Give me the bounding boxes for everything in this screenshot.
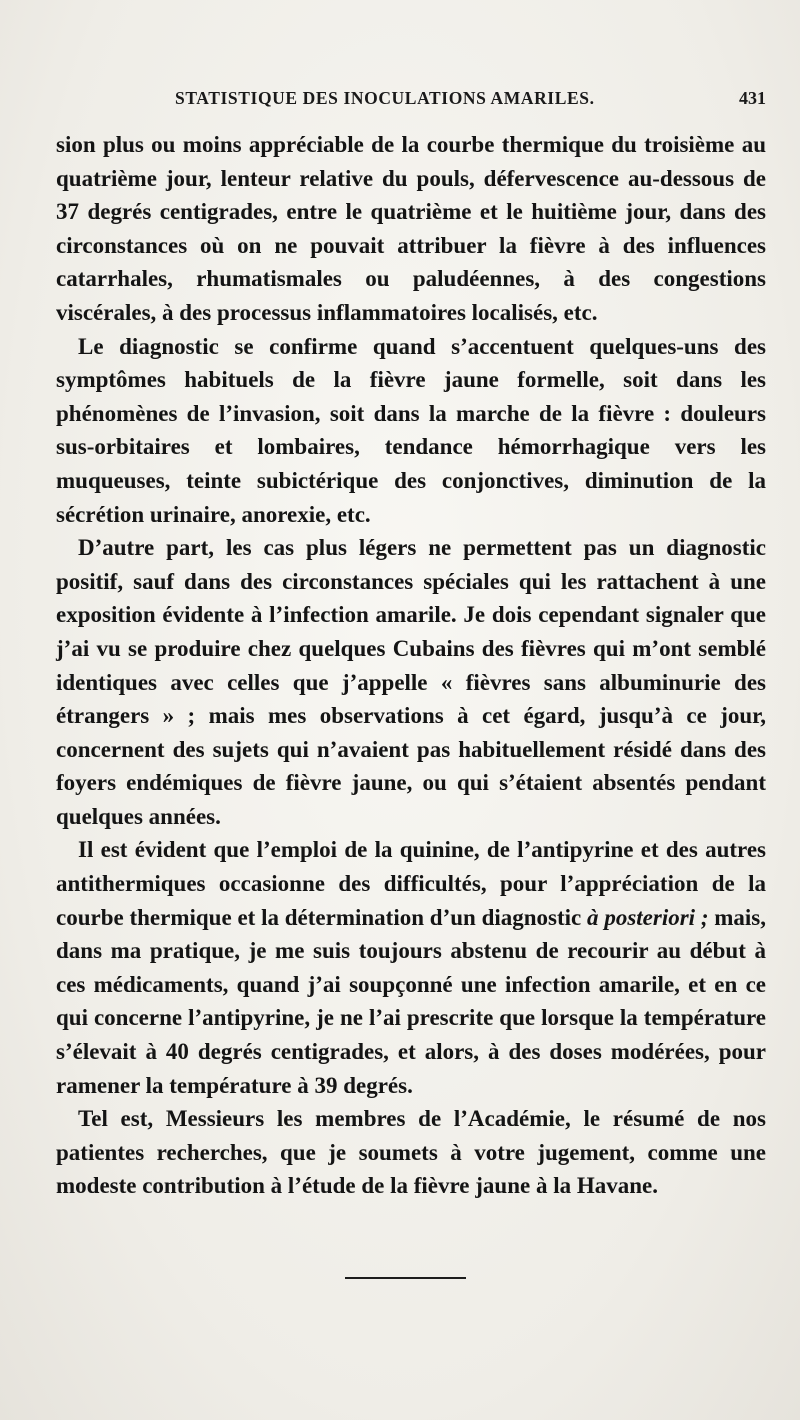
paragraph-4-italic: à posteriori ; — [587, 904, 709, 930]
running-title: STATISTIQUE DES INOCULATIONS AMARILES. — [175, 88, 595, 108]
paragraph-4-part-2: mais, dans ma pratique, je me suis toujours abstenu de recourir au début à ces médicaments, quand j’ai soupçonné une infection amarile, et en ce qui concerne l’antipyrine, je ne l’ai prescrite que lorsque la température s’élevait à 40 degrés centigrades, et alors, à des doses modérées, pour ramener la température à 39 degrés. — [56, 904, 767, 1098]
paragraph-1: sion plus ou moins appréciable de la courbe thermique du troisième au quatrième jour, lenteur relative du pouls, défervescence au-dessous de 37 degrés centigrades, entre le quatrième et le huitième jour, dans des circonstances où on ne pouvait attribuer la fièvre à des influences catarrhales, rhumatismales ou paludéennes, à des congestions viscérales, à des processus inflammatoires localisés, etc. — [56, 132, 766, 325]
paragraph-2: Le diagnostic se confirme quand s’accentuent quelques-uns des symptômes habituels de la fièvre jaune formelle, soit dans les phénomènes de l’invasion, soit dans la marche de la fièvre : douleurs sus-orbitaires et lombaires, tendance hémorrhagique vers les muqueuses, teinte subictérique des conjonctives, diminution de la sécrétion urinaire, anorexie, etc. — [56, 333, 766, 527]
page-header — [0, 88, 800, 118]
page-number: 431 — [739, 88, 766, 108]
paragraph-4-part-1: Il est évident que l’emploi de la quinine, de l’antipyrine et des autres antithermiques occasionne des difficultés, pour l’appréciation de la courbe thermique et la détermination d’un diagnostic — [56, 837, 766, 930]
body-text — [56, 128, 766, 1203]
paragraph-4 — [56, 833, 766, 1102]
paragraph-5: Tel est, Messieurs les membres de l’Académie, le résumé de nos patientes recherches, que je soumets à votre jugement, comme une modeste contribution à l’étude de la fièvre jaune à la Havane. — [56, 1106, 766, 1199]
paragraph-3: D’autre part, les cas plus légers ne permettent pas un diagnostic positif, sauf dans des circonstances spéciales qui les rattachent à une exposition évidente à l’infection amarile. Je dois cependant signaler que j’ai vu se produire chez quelques Cubains des fièvres qui m’ont semblé identiques avec celles que j’appelle « fièvres sans albuminurie des étrangers » ; mais mes observations à cet égard, jusqu’à ce jour, concernent des sujets qui n’avaient pas habituellement résidé dans des foyers endémiques de fièvre jaune, ou qui s’étaient absentés pendant quelques années. — [56, 535, 766, 829]
closing-rule — [345, 1277, 466, 1279]
